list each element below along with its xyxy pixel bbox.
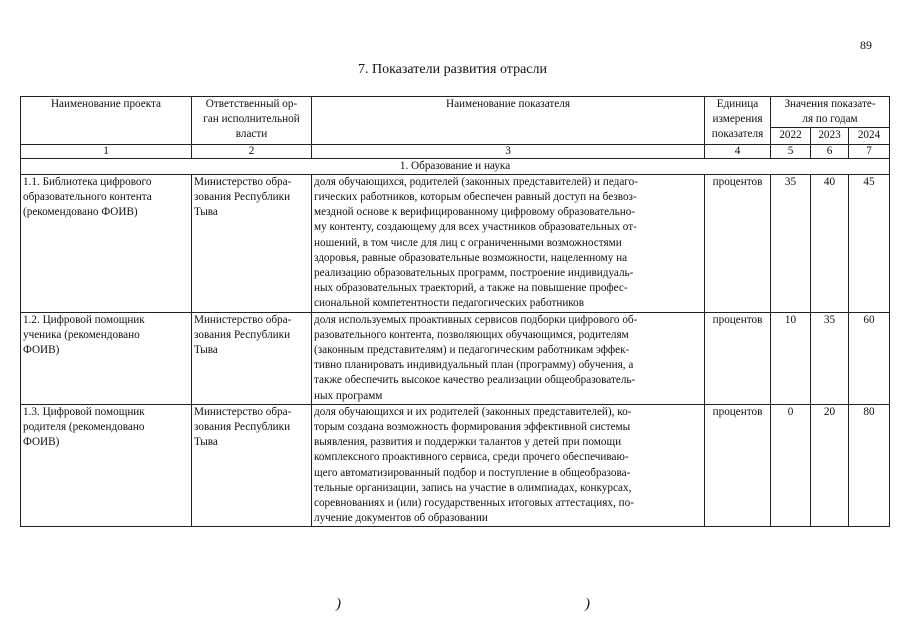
header-year-2023: 2023 [811,128,849,144]
header-project: Наименование проекта [21,97,192,145]
project-name: 1.2. Цифровой помощник ученика (рекомендовано ФОИВ) [21,312,192,404]
column-number: 4 [705,144,771,158]
unit: процентов [705,174,771,312]
page-number: 89 [860,38,872,52]
indicator-name: доля используемых проактивных сервисов подборки цифрового об- разовательного контента, позволяющих обучающимся, родителям (законным представителям) и педагогическим работникам эффек- тивно планировать индивидуальный план (программу) обучения, а также обеспечить высокое качество реализации общеобразователь- ных программ [312,312,705,404]
header-responsible: Ответственный ор- ган исполнительной власти [192,97,312,145]
column-number-row [21,144,890,158]
column-number: 3 [312,144,705,158]
column-number: 6 [811,144,849,158]
value-2022: 10 [771,312,811,404]
unit: процентов [705,404,771,527]
value-2023: 20 [811,404,849,527]
unit: процентов [705,312,771,404]
column-number: 2 [192,144,312,158]
indicators-table [20,96,890,527]
value-2023: 40 [811,174,849,312]
table-row [21,312,890,404]
table-row [21,174,890,312]
indicator-name: доля обучающихся, родителей (законных представителей) и педаго- гических работников, которым обеспечен равный доступ на безвоз- мездной основе к верифицированному цифровому образовательно- му контенту, создающему для всех участников образовательных от- ношений, в том числе для лиц с ограниченными возможностями здоровья, равные образовательные возможности, нацеленному на реализацию образовательных программ, построение индивидуаль- ных образовательных траекторий, а также на повышение профес- сиональной компетентности педагогических работников [312,174,705,312]
value-2022: 0 [771,404,811,527]
section-title: 7. Показатели развития отрасли [357,62,547,77]
value-2022: 35 [771,174,811,312]
group-title: 1. Образование и наука [21,158,890,174]
value-2024: 60 [849,312,890,404]
column-number: 1 [21,144,192,158]
value-2023: 35 [811,312,849,404]
value-2024: 45 [849,174,890,312]
indicator-name: доля обучающихся и их родителей (законных представителей), ко- торым создана возможность формирования эффективной системы выявления, развития и поддержки талантов у детей при помощи комплексного проактивного сервиса, среди прочего обеспечиваю- щего автоматизированный подбор и поступление в общеобразова- тельные организации, запись на участие в олимпиадах, конкурсах, соревнованиях и (или) государственных итоговых аттестациях, по- лучение документов об образовании [312,404,705,527]
responsible-body: Министерство обра- зования Республики Тыва [192,174,312,312]
header-year-2022: 2022 [771,128,811,144]
column-number: 5 [771,144,811,158]
project-name: 1.3. Цифровой помощник родителя (рекомендовано ФОИВ) [21,404,192,527]
scan-mark-right: ) [585,596,590,612]
responsible-body: Министерство обра- зования Республики Тыва [192,312,312,404]
header-values: Значения показате- ля по годам [771,97,890,128]
value-2024: 80 [849,404,890,527]
responsible-body: Министерство обра- зования Республики Тыва [192,404,312,527]
project-name: 1.1. Библиотека цифрового образовательного контента (рекомендовано ФОИВ) [21,174,192,312]
column-number: 7 [849,144,890,158]
header-unit: Единица измерения показателя [705,97,771,145]
table-row [21,404,890,527]
header-indicator: Наименование показателя [312,97,705,145]
header-year-2024: 2024 [849,128,890,144]
scan-mark-left: ) [336,596,341,612]
group-row [21,158,890,174]
